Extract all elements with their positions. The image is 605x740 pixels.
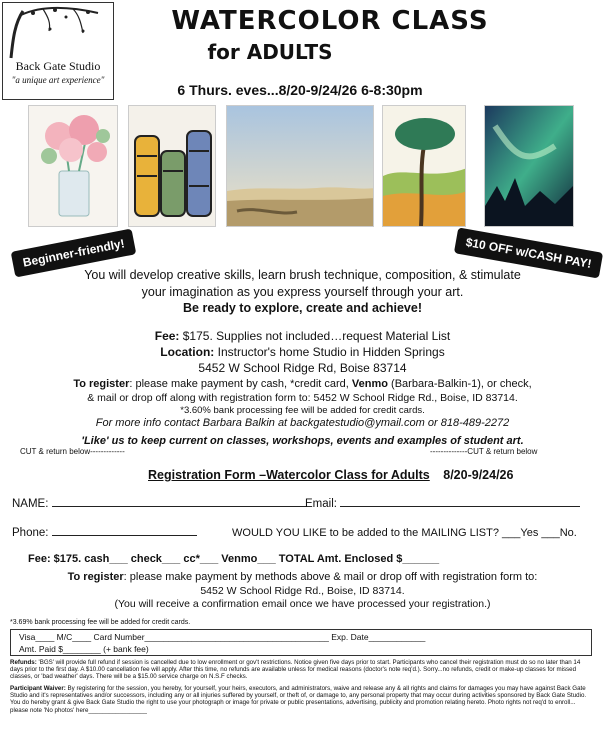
form-address: 5452 W School Ridge Rd., Boise, ID 83714. (200, 585, 405, 597)
class-dates: 6 Thurs. eves...8/20-9/24/26 6-8:30pm (177, 82, 423, 98)
card-fee-note: *3.69% bank processing fee will be added for credit cards. (10, 619, 191, 626)
landscape-painting-icon (226, 105, 374, 227)
like-line: 'Like' us to keep current on classes, workshops, events and examples of student art. (81, 435, 524, 447)
form-heading-title: Registration Form –Watercolor Class for Adults (148, 468, 430, 482)
form-register-label: To register (67, 571, 124, 583)
fee-line (0, 329, 605, 343)
beginner-friendly-badge: Beginner-friendly! (11, 228, 137, 277)
name-row (12, 498, 307, 510)
intro-line-3: Be ready to explore, create and achieve! (183, 301, 422, 315)
name-label: NAME: (12, 498, 49, 510)
cut-line-right: --------------CUT & return below (430, 447, 538, 456)
fee-label: Fee: (154, 329, 180, 343)
intro-line-1: You will develop creative skills, learn brush technique, composition, & stimulate (84, 268, 521, 282)
register-text-2: (Barbara-Balkin-1), or check, (388, 378, 532, 390)
flower-vase-painting-icon (28, 105, 118, 227)
logo-name: Back Gate Studio (15, 59, 101, 73)
bank-fee-note: *3.60% bank processing fee will be added for credit cards. (180, 405, 425, 416)
location-label: Location: (160, 345, 215, 359)
form-heading-dates: 8/20-9/24/26 (443, 468, 514, 482)
email-label: Email: (305, 498, 337, 510)
register-line-1 (0, 378, 605, 390)
page-subtitle: for ADULTS (207, 40, 333, 64)
register-line-2: & mail or drop off along with registration form to: 5452 W School Ridge Rd., Boise, ID 83714. (87, 392, 518, 404)
tree-painting-icon (382, 105, 466, 227)
credit-card-box (10, 629, 592, 656)
refunds-text: 'BGS' will provide full refund if session is cancelled due to low enrollment or gov't restrictions. Notice given five days prior to start. Participants who cancel their registration must do so no later than 14 days prior to the first day. A $10.00 cancellation fee will apply. After this time, no refunds are available unless for medical reasons (doctor's note req'd.). Sorry...no refunds, credit or make-up classes for missed classes, or 'bad weather' days. There will be a $15.00 service charge on N.S.F checks. (10, 659, 581, 681)
email-field[interactable] (340, 506, 580, 507)
register-text-1: : please make payment by cash, *credit card, (129, 378, 352, 390)
location-text: Instructor's home Studio in Hidden Springs (214, 345, 445, 359)
phone-row (12, 527, 197, 539)
intro-line-2: your imagination as you express yourself through your art. (141, 285, 464, 299)
phone-label: Phone: (12, 527, 49, 539)
refunds-label: Refunds: (10, 659, 37, 666)
waiver-text: By registering for the session, you hereby, for yourself, your heirs, executors, and administrators, waive and release any & all rights and claims for damages you may have against Back Gate Studio and it's representatives and/or successors, including any or all injuries suffered by yourself, or theft of, or damage to, any personal property that may occur during activities sponsored by Back Gate Studio. You do hereby grant & give Back Gate Studio the right to use your photograph or image for private or public presentations, advertising, publicity and promotion relating hereto. Photo rights not req'd to enroll... please note 'No photos' here_________________ (10, 685, 587, 714)
register-label: To register (73, 378, 130, 390)
studio-logo (2, 2, 114, 100)
form-heading (148, 468, 513, 482)
logo-tagline: "a unique art experience" (11, 75, 105, 85)
contact-info: For more info contact Barbara Balkin at backgatestudio@ymail.com or 818-489-2272 (95, 417, 510, 429)
bottles-painting-icon (128, 105, 216, 227)
form-register-text: : please make payment by methods above & mail or drop off with registration form to: (123, 571, 538, 583)
confirmation-note: (You will receive a confirmation email once we have processed your registration.) (114, 598, 491, 610)
venmo-label: Venmo (351, 378, 388, 390)
fee-text: $175. Supplies not included…request Material List (179, 329, 451, 343)
payment-method-line[interactable]: Fee: $175. cash___ check___ cc*___ Venmo___ TOTAL Amt. Enclosed $______ (28, 553, 440, 565)
email-row (305, 498, 580, 510)
form-register-line (0, 571, 605, 583)
phone-field[interactable] (52, 535, 197, 536)
refunds-policy (10, 659, 594, 681)
card-line-1[interactable]: Visa____ M/C____ Card Number_______________________________________ Exp. Date____________ (19, 632, 426, 642)
aurora-painting-icon (484, 105, 574, 227)
name-field[interactable] (52, 506, 307, 507)
page-title: WATERCOLOR CLASS (171, 6, 489, 36)
tree-branch-icon (3, 3, 113, 59)
address-line: 5452 W School Ridge Rd, Boise 83714 (198, 361, 407, 375)
cash-discount-badge: $10 OFF w/CASH PAY! (454, 227, 604, 278)
cut-line-left: CUT & return below------------- (20, 447, 125, 456)
mailing-list-question[interactable]: WOULD YOU LIKE to be added to the MAILING LIST? ___Yes ___No. (232, 527, 577, 539)
card-line-2[interactable]: Amt. Paid $________ (+ bank fee) (19, 644, 149, 654)
participant-waiver (10, 685, 594, 714)
waiver-label: Participant Waiver: (10, 685, 66, 692)
location-line (0, 345, 605, 359)
